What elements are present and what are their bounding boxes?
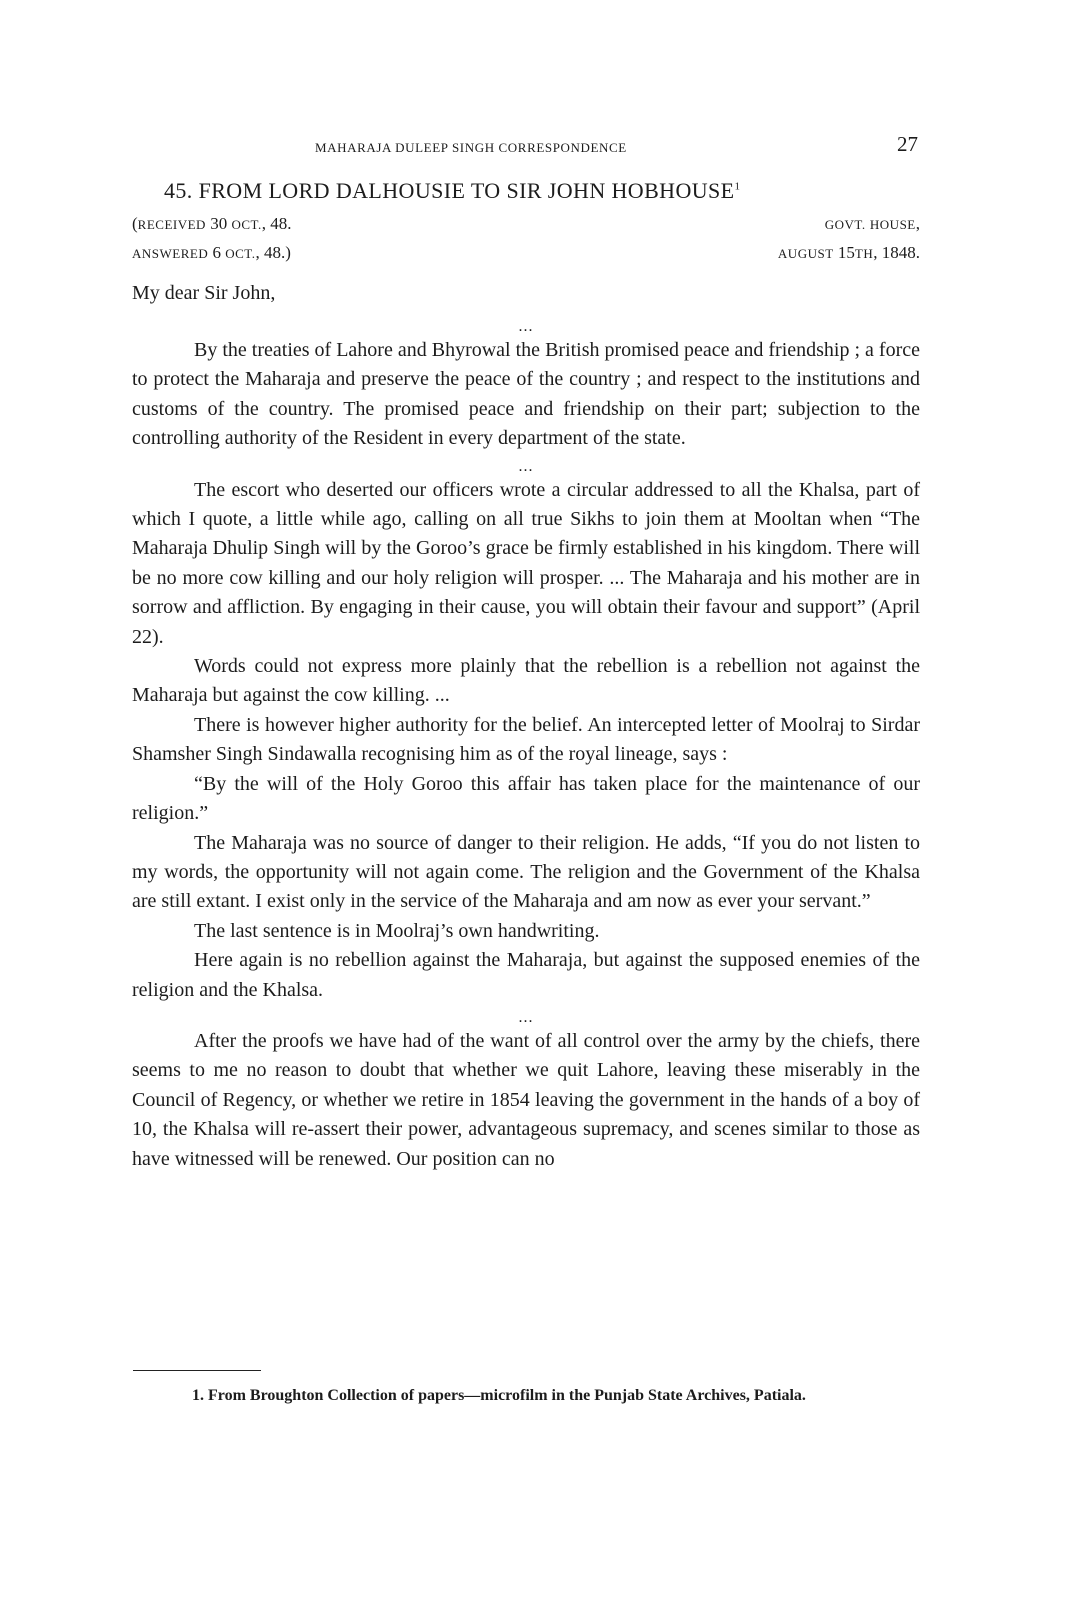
footnote-marker: 1 xyxy=(734,180,741,193)
paragraph: The Maharaja was no source of danger to their religion. He adds, “If you do not listen to my words, the opportunity will not again come. The religion and the Government of the Khalsa are still extant. I exist only in the service of the Maharaja and am now as ever your servant.” xyxy=(132,831,920,913)
letter-title-text: 45. FROM LORD DALHOUSIE TO SIR JOHN HOBHOUSE xyxy=(164,178,735,203)
salutation: My dear Sir John, xyxy=(132,282,276,304)
footnote xyxy=(132,1383,922,1408)
letter-title xyxy=(164,178,740,204)
paragraph: There is however higher authority for the belief. An intercepted letter of Moolraj to Sirdar Shamsher Singh Sindawalla recognising him as of the royal lineage, says : xyxy=(132,713,920,766)
ellipsis-separator: ... xyxy=(518,1008,534,1026)
paragraph: The escort who deserted our officers wrote a circular addressed to all the Khalsa, part of which I quote, a little while ago, calling on all true Sikhs to join them at Mooltan when “The Maharaja Dhulip Singh will by the Goroo’s grace be firmly established in his kingdom. There will be no more cow killing and our holy religion will prosper. ... The Maharaja and his mother are in sorrow and affliction. By engaging in their cause, you will obtain their favour and support” (April 22). xyxy=(132,478,920,648)
footnote-rule xyxy=(133,1370,261,1371)
letter-date: AUGUST 15TH, 1848. xyxy=(777,243,920,262)
letter-body xyxy=(132,318,920,1174)
paragraph: Words could not express more plainly that the rebellion is a rebellion not against the Maharaja but against the cow killing. ... xyxy=(132,655,920,707)
letter-place: GOVT. HOUSE, xyxy=(824,214,920,233)
answered-note: ANSWERED 6 OCT., 48.) xyxy=(132,243,291,262)
ellipsis-separator: ... xyxy=(518,318,534,335)
footnote-text: 1. From Broughton Collection of papers—microfilm in the Punjab State Archives, Patiala. xyxy=(192,1387,806,1404)
paragraph: Here again is no rebellion against the Maharaja, but against the supposed enemies of the religion and the Khalsa. xyxy=(132,949,920,1001)
paragraph: After the proofs we have had of the want of all control over the army by the chiefs, there seems to me no reason to doubt that whether we quit Lahore, leaving these miserably in the Council of Regency, or whether we retire in 1854 leaving the government in the hands of a boy of 10, the Khalsa will re-assert their power, advantageous supremacy, and scenes similar to those as have witnessed will be renewed. Our position can no xyxy=(132,1029,920,1170)
paragraph: The last sentence is in Moolraj’s own handwriting. xyxy=(194,919,600,942)
received-note: (RECEIVED 30 OCT., 48. xyxy=(132,214,292,233)
page-number: 27 xyxy=(897,132,918,156)
block-quote: “By the will of the Holy Goroo this affair has taken place for the maintenance of our religion.” xyxy=(132,772,920,825)
running-head xyxy=(132,132,922,160)
ellipsis-separator: ... xyxy=(518,457,534,475)
running-title: MAHARAJA DULEEP SINGH CORRESPONDENCE xyxy=(315,140,627,155)
paragraph: By the treaties of Lahore and Bhyrowal the British promised peace and friendship ; a force to protect the Maharaja and preserve the peace of the country ; and respect to the institutions and customs of the country. The promised peace and friendship on their part; subjection to the controlling authority of the Resident in every department of the state. xyxy=(132,339,920,450)
